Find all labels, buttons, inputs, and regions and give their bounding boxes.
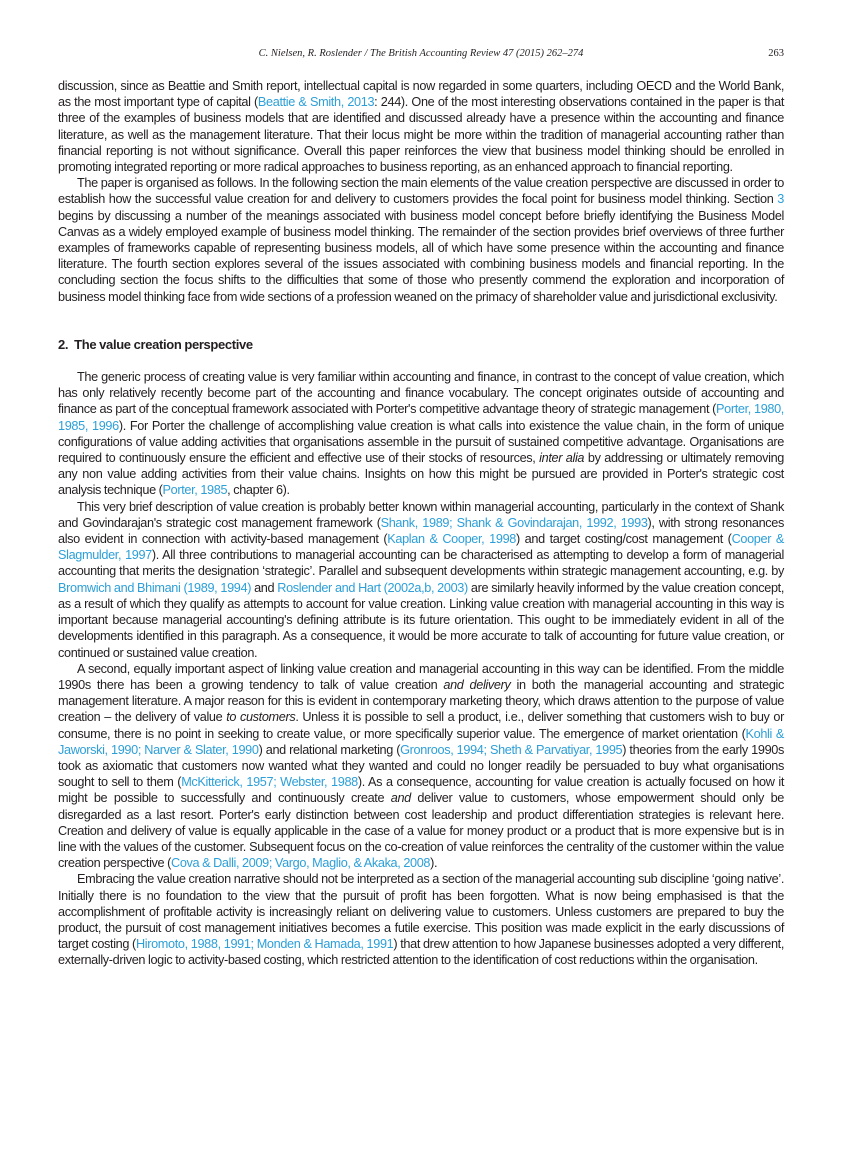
text: . Unless it is possible to sell a product, i.e., deliver something that customers wish to buy or consume, there is no point in seeking to create value, or more specifically superior value. The emergence of market orientation ( <box>58 710 785 741</box>
text: ). All three contributions to managerial accounting can be characterised as attempting to develop a form of managerial accounting that merits the designation ‘strategic’. Parallel and subsequent developments within strategic management accounting, e.g. by <box>58 548 784 579</box>
text: ) theories from the early 1990s took as axiomatic that customers now wanted what they wanted and could no longer readily be persuaded to buy what organisations sought to sell to them ( <box>58 742 784 790</box>
page-number: 263 <box>768 48 784 59</box>
citation-link[interactable]: Porter, 1985 <box>162 483 228 498</box>
paragraph <box>58 661 784 872</box>
running-header <box>58 48 784 64</box>
text: discussion, since as Beattie and Smith report, intellectual capital is now regarded in some quarters, including OECD and the World Bank, as the most important type of capital ( <box>58 79 784 110</box>
citation-link[interactable]: Beattie & Smith, 2013 <box>257 95 375 110</box>
text: A second, equally important aspect of linking value creation and managerial accounting in this way can be identified. From the middle 1990s there has been a growing tendency to talk of value creation <box>58 661 784 692</box>
text: ). As a consequence, accounting for value creation is actually focused on how it might be possible to successfully and continuously create <box>58 775 785 806</box>
text: ) and relational marketing ( <box>258 742 401 757</box>
article-body <box>58 78 784 969</box>
text: ). <box>430 856 438 871</box>
citation-link[interactable]: Shank, 1989; Shank & Govindarajan, 1992, 1993 <box>380 515 648 530</box>
emphasis: to customers <box>226 710 296 725</box>
text: The generic process of creating value is very familiar within accounting and finance, in contrast to the concept of value creation, which has only relatively recently become part of the accounting and finance vocabulary. The concept originates outside of accounting and finance as part of the conceptual framework associated with Porter's competitive advantage theory of strategic management ( <box>58 370 784 417</box>
section-heading <box>58 337 784 353</box>
citation-link[interactable]: Roslender and Hart (2002a,b, 2003) <box>277 580 468 595</box>
text: by addressing or ultimately removing any non value adding activities from their value chains. Insights on how this might be pursued are provided in Porter's strategic cost analysis technique ( <box>58 451 785 498</box>
text: are similarly heavily informed by the value creation concept, as a result of which they qualify as attempts to account for value creation. Linking value creation with managerial accounting in this way is important because managerial accounting's defining attribute is its future orientation. This ought to be immediately evident in all of the developments identified in this paragraph. As a consequence, it would be more accurate to talk of accounting for future value creation, or continued or sustained value creation. <box>58 580 784 660</box>
text: , chapter 6). <box>227 483 290 498</box>
citation-link[interactable]: McKitterick, 1957; Webster, 1988 <box>181 775 358 790</box>
text: begins by discussing a number of the meanings associated with business model concept before briefly identifying the Business Model Canvas as a widely employed example of business model thinking. The remainder of the section provides brief overviews of three further examples of frameworks capable of representing business models, all of which have some presence within the accounting and finance literature. The fourth section explores several of the issues associated with combining business models and financial reporting. In the concluding section the focus shifts to the difficulties that some of those who presently commend the exploration and incorporation of business model thinking face from wide sections of a profession weaned on the primacy of shareholder value and jurisdictional exclusivity. <box>58 208 784 304</box>
paragraph-continued <box>58 78 784 175</box>
section-title: The value creation perspective <box>74 336 253 352</box>
citation-link[interactable]: Kohli & Jaworski, 1990; Narver & Slater, 1990 <box>58 726 784 757</box>
emphasis: and <box>390 791 411 806</box>
text: ). For Porter the challenge of accomplishing value creation is what calls into existence the value chain, in the form of unique configurations of value adding activities that organisations assemble in the pursuit of sustained competitive advantage. Organisations are required to continuously ensure the efficient and effective use of their stocks of resources, <box>58 418 784 466</box>
text: : 244). One of the most interesting observations contained in the paper is that three of the examples of business models that are identified and discussed already have a presence within the accounting and finance literature, as well as the management literature. That their locus might be more within the tradition of managerial accounting rather than financial reporting is not without significance. Overall this paper reinforces the view that business model thinking should be enrolled in promoting integrated reporting or more radical approaches to business reporting, as an enhanced approach to financial reporting. <box>58 95 784 175</box>
emphasis: inter alia <box>539 451 585 466</box>
running-title: C. Nielsen, R. Roslender / The British Accounting Review 47 (2015) 262–274 <box>258 48 584 59</box>
paragraph-organisation <box>58 175 784 305</box>
text: ) and target costing/cost management ( <box>515 532 732 547</box>
text: ), with strong resonances also evident in connection with activity-based management ( <box>58 515 784 547</box>
citation-link[interactable]: Porter, 1980, 1985, 1996 <box>58 402 784 433</box>
citation-link[interactable]: Bromwich and Bhimani (1989, 1994) <box>58 580 252 595</box>
paragraph <box>58 871 784 968</box>
text: Embracing the value creation narrative should not be interpreted as a section of the managerial accounting sub discipline ‘going native’. Initially there is no foundation to the view that the pursuit of profit has been forgotten. What is now being emphasised is that the accomplishment of profitable activity is increasingly reliant on delivering value to customers. Unless customers are prepared to buy the product, the pursuit of cost management initiatives becomes a futile exercise. This position was made explicit in the early discussions of target costing ( <box>58 872 784 952</box>
paragraph <box>58 369 784 499</box>
text: deliver value to customers, whose empowerment should only be disregarded as a last resort. Porter's early distinction between cost leadership and product differentiation strategies is relevant here. Creation and delivery of value is equally applicable in the case of a value for money product or a product that is more expensive but is in line with the values of the customer. Subsequent focus on the co-creation of value reinforces the centrality of the customer within the value creation perspective ( <box>58 791 785 871</box>
citation-link[interactable]: Cooper & Slagmulder, 1997 <box>58 532 784 563</box>
citation-link[interactable]: Cova & Dalli, 2009; Vargo, Maglio, & Akaka, 2008 <box>171 856 431 871</box>
citation-link[interactable]: Kaplan & Cooper, 1998 <box>387 532 516 547</box>
text: This very brief description of value creation is probably better known within managerial accounting, particularly in the context of Shank and Govindarajan's strategic cost management framework ( <box>58 499 784 530</box>
paragraph <box>58 499 784 661</box>
citation-link[interactable]: Gronroos, 1994; Sheth & Parvatiyar, 1995 <box>400 742 623 757</box>
citation-link[interactable]: Hiromoto, 1988, 1991; Monden & Hamada, 1991 <box>135 937 394 952</box>
text: and <box>251 580 278 595</box>
text: The paper is organised as follows. In the following section the main elements of the value creation perspective are discussed in order to establish how the successful value creation for and delivery to customers provides the focal point for business model thinking. Section <box>58 176 784 207</box>
section-number: 2. <box>58 336 69 352</box>
emphasis: and delivery <box>443 677 511 692</box>
section-link[interactable]: 3 <box>777 192 784 207</box>
text: in both the managerial accounting and strategic management literature. A major reason for this is evident in contemporary marketing theory, which draws attention to the purpose of value creation – the delivery of value <box>58 677 785 725</box>
text: ) that drew attention to how Japanese businesses adopted a very different, externally-driven logic to activity-based costing, which restricted attention to the identification of cost reductions within the organisation. <box>58 937 785 968</box>
